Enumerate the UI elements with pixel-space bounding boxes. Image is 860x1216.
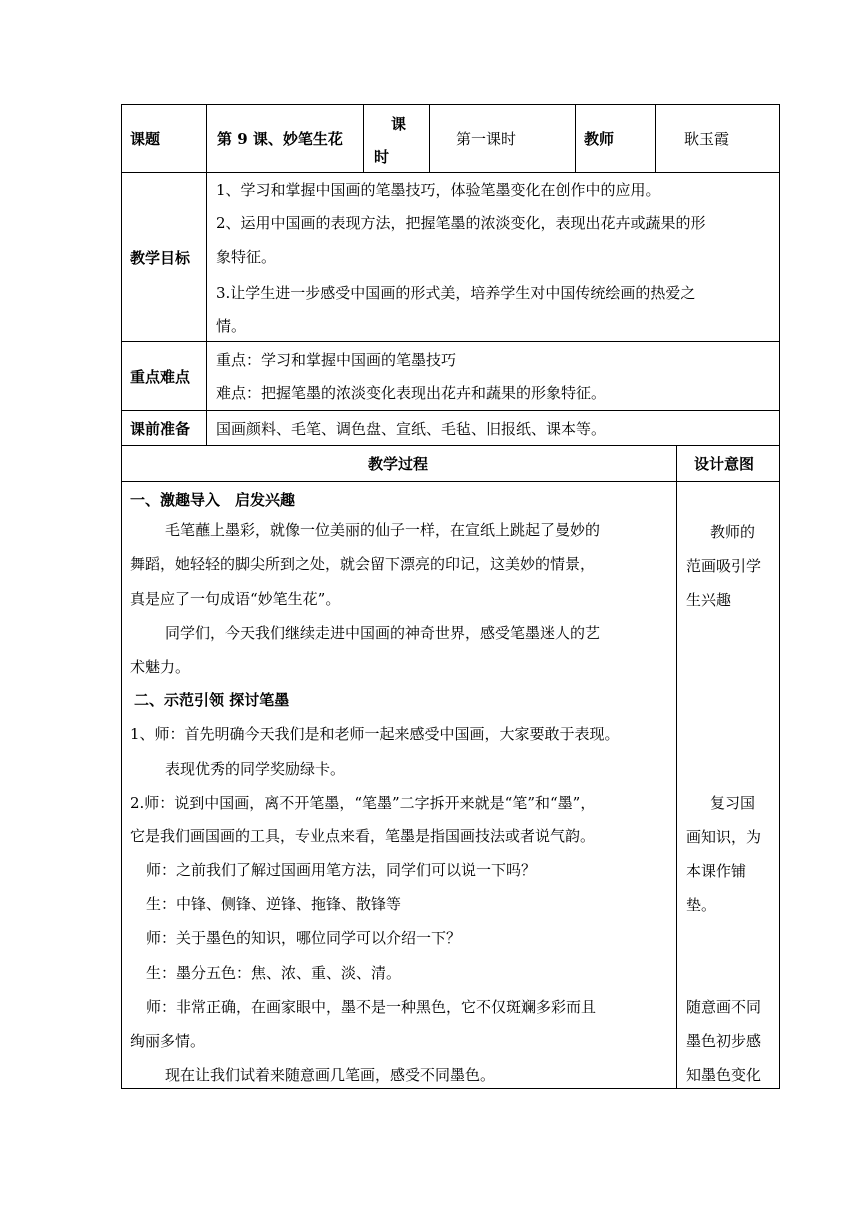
lesson-title: 第 9 课、妙笔生花 — [217, 130, 343, 148]
process-line: 师：关于墨色的知识，哪位同学可以介绍一下？ — [146, 929, 462, 947]
process-header: 教学过程 — [368, 455, 429, 473]
teacher-label: 教师 — [584, 130, 615, 148]
intent-line: 教师的 — [710, 523, 756, 541]
process-line: 1、师：首先明确今天我们是和老师一起来感受中国画，大家要敢于表现。 — [130, 725, 620, 743]
objectives-label: 教学目标 — [130, 249, 191, 267]
table-border — [206, 104, 207, 446]
process-line: 表现优秀的同学奖励绿卡。 — [165, 760, 346, 778]
teacher-name: 耿玉霞 — [684, 130, 730, 148]
table-border — [121, 445, 780, 446]
section-heading: 二、示范引领 探讨笔墨 — [134, 691, 290, 709]
process-line: 师：之前我们了解过国画用笔方法，同学们可以说一下吗？ — [146, 861, 537, 879]
intent-line: 墨色初步感 — [686, 1032, 762, 1050]
table-border — [363, 104, 364, 173]
objective-line: 3.让学生进一步感受中国画的形式美，培养学生对中国传统绘画的热爱之 — [216, 284, 696, 302]
intent-header: 设计意图 — [694, 455, 755, 473]
intent-line: 范画吸引学 — [686, 557, 762, 575]
process-line: 师：非常正确，在画家眼中，墨不是一种黑色，它不仅斑斓多彩而且 — [146, 998, 597, 1016]
intent-line: 本课作铺 — [686, 862, 747, 880]
table-border-top — [121, 104, 780, 105]
process-line: 它是我们画国画的工具，专业点来看，笔墨是指国画技法或者说气韵。 — [130, 827, 596, 845]
process-line: 现在让我们试着来随意画几笔画，感受不同墨色。 — [165, 1066, 496, 1084]
table-border — [121, 341, 780, 342]
intent-line: 复习国 — [710, 794, 756, 812]
intent-line: 画知识，为 — [686, 828, 762, 846]
objective-line: 情。 — [216, 317, 247, 335]
table-border — [676, 445, 677, 1089]
process-line: 毛笔蘸上墨彩，就像一位美丽的仙子一样，在宣纸上跳起了曼妙的 — [165, 521, 601, 539]
intent-line: 垫。 — [686, 896, 717, 914]
process-line: 2.师：说到中国画，离不开笔墨，“笔墨”二字拆开来就是“笔”和“墨”， — [130, 794, 596, 812]
intent-line: 生兴趣 — [686, 591, 732, 609]
subject-label: 课题 — [130, 130, 161, 148]
table-border-left — [121, 104, 122, 1089]
section-heading: 一、激趣导入 启发兴趣 — [130, 491, 296, 509]
process-line: 同学们，今天我们继续走进中国画的神奇世界，感受笔墨迷人的艺 — [165, 624, 601, 642]
period-label-line2: 时 — [374, 148, 390, 166]
key-points-label: 重点难点 — [130, 368, 191, 386]
period-label-line1: 课 — [391, 115, 407, 133]
process-line: 生：中锋、侧锋、逆锋、拖锋、散锋等 — [146, 895, 402, 913]
preparation-label: 课前准备 — [130, 420, 191, 438]
table-border — [575, 104, 576, 173]
table-border — [655, 104, 656, 173]
process-line: 术魅力。 — [130, 658, 191, 676]
key-point-line: 难点：把握笔墨的浓淡变化表现出花卉和蔬果的形象特征。 — [216, 384, 607, 402]
intent-line: 随意画不同 — [686, 998, 762, 1016]
objective-line: 象特征。 — [216, 248, 277, 266]
table-border — [121, 172, 780, 173]
key-point-line: 重点：学习和掌握中国画的笔墨技巧 — [216, 351, 457, 369]
table-border — [429, 104, 430, 173]
table-border — [121, 481, 780, 482]
preparation-text: 国画颜料、毛笔、调色盘、宣纸、毛毡、旧报纸、课本等。 — [216, 420, 607, 438]
table-border — [121, 410, 780, 411]
table-border-right — [779, 104, 780, 1089]
process-line: 生：墨分五色：焦、浓、重、淡、清。 — [146, 964, 402, 982]
process-line: 真是应了一句成语“妙笔生花”。 — [130, 590, 341, 608]
objective-line: 1、学习和掌握中国画的笔墨技巧，体验笔墨变化在创作中的应用。 — [216, 181, 661, 199]
table-border-bottom — [121, 1088, 780, 1089]
process-line: 绚丽多情。 — [130, 1032, 206, 1050]
period-value: 第一课时 — [456, 130, 517, 148]
process-line: 舞蹈，她轻轻的脚尖所到之处，就会留下漂亮的印记，这美妙的情景， — [130, 555, 596, 573]
objective-line: 2、运用中国画的表现方法，把握笔墨的浓淡变化，表现出花卉或蔬果的形 — [216, 214, 706, 232]
intent-line: 知墨色变化 — [686, 1066, 762, 1084]
